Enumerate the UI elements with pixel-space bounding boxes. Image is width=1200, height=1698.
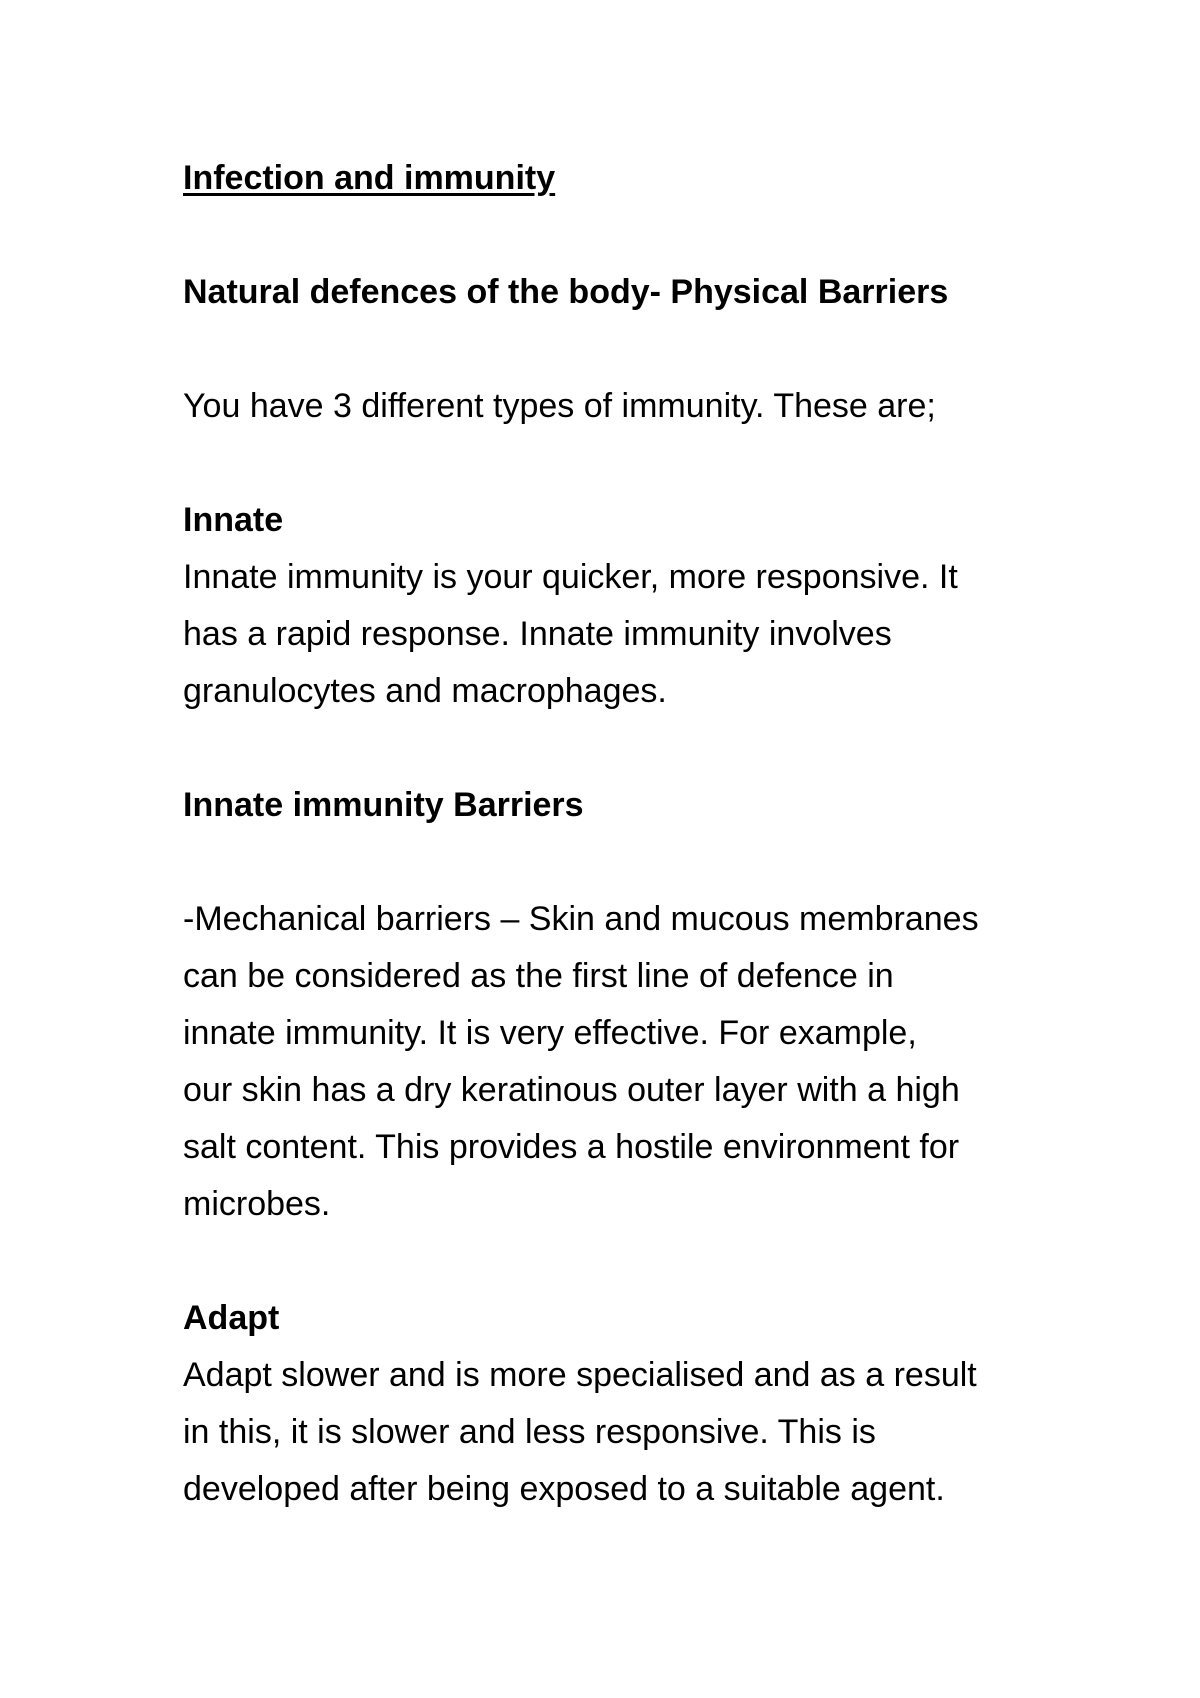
document-body [183,150,1063,1518]
section-paragraph-adapt [183,1347,1063,1518]
paragraph-line: developed after being exposed to a suitable agent. [183,1470,945,1508]
paragraph-line: -Mechanical barriers – Skin and mucous membranes [183,900,979,938]
section-paragraph-innate-barriers [183,891,1063,1233]
intro-paragraph: You have 3 different types of immunity. These are; [183,387,936,425]
section-paragraph-innate [183,549,1063,720]
paragraph-line: microbes. [183,1185,331,1223]
section-heading-innate: Innate [183,501,284,539]
paragraph-line: can be considered as the first line of defence in [183,957,894,995]
paragraph-line: innate immunity. It is very effective. For example, [183,1014,917,1052]
section-heading-adapt: Adapt [183,1299,280,1337]
section-heading-innate-barriers: Innate immunity Barriers [183,786,584,824]
document-title: Infection and immunity [183,159,556,197]
paragraph-line: in this, it is slower and less responsive. This is [183,1413,876,1451]
paragraph-line: has a rapid response. Innate immunity involves [183,615,892,653]
paragraph-line: Adapt slower and is more specialised and as a result [183,1356,977,1394]
paragraph-line: granulocytes and macrophages. [183,672,667,710]
paragraph-line: our skin has a dry keratinous outer layer with a high [183,1071,960,1109]
paragraph-line: salt content. This provides a hostile environment for [183,1128,960,1166]
paragraph-line: Innate immunity is your quicker, more responsive. It [183,558,958,596]
document-subtitle: Natural defences of the body- Physical Barriers [183,273,949,311]
